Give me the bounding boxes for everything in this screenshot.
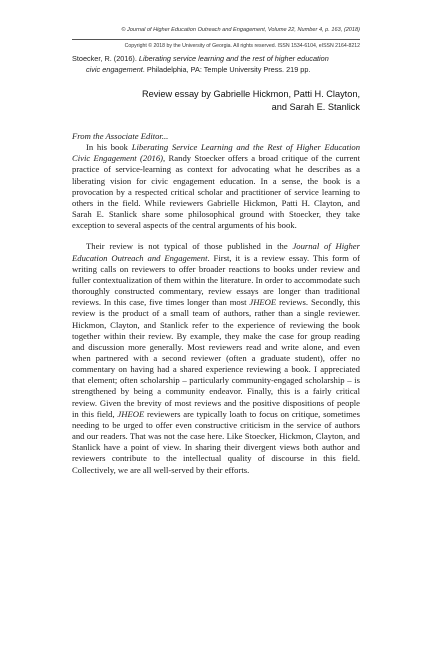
p2-jheoe-2: JHEOE	[117, 408, 145, 419]
p1-text-b: , Randy Stoecker offers a broad critique of the current practice of service-learning as context for advocating what he describes as a liberating vision for civic engagement education. In a sense, the book is a provocation by a respected critical scholar and practitioner of service learning to others in the field. While reviewers Gabrielle Hickmon, Patti H. Clayton, and Sarah E. Stanlick share some philosophical ground with Stoecker, they take exception to several aspects of the central arguments of his book.	[72, 153, 360, 231]
book-citation	[72, 54, 362, 75]
citation-book-title: Liberating service learning and the rest of higher education	[138, 54, 329, 63]
p2-text-d: reviewers are typically loath to focus on critique, sometimes needing to be urged to offer even constructive criticism in the service of authors and our readers. That was not the case here. Like Stoecker, Hickmon, Clayton, and Stanlick have a point of view. In sharing their divergent views both author and reviewers contribute to the intellectual quality of discourse in this field. Collectively, we are all well-served by their efforts.	[72, 408, 360, 475]
citation-book-title-end: civic engagement	[86, 64, 143, 74]
p2-text-c: reviews. Secondly, this review is the product of a small team of authors, rather than a single reviewer. Hickmon, Clayton, and Stanlick refer to the experience of reviewing the book together within their review. By example, they make the case for group reading and discussion more generally. Most reviewers read and write alone, and even when partnered with a second reviewer (often a graduate student), offer no commentary on having had a shared experience reviewing a book. I appreciated that element; often scholarship – particularly community-engaged scholarship – is strengthened by being a community endeavor. Finally, this is a fairly critical review. Given the brevity of most reviews and the positive dispositions of people in this field,	[72, 297, 360, 419]
p2-text-a: Their review is not typical of those published in the	[86, 241, 293, 252]
copyright-line: Copyright © 2018 by the University of Georgia. All rights reserved. ISSN 1534-6104, eISSN 2164-8212	[124, 43, 360, 49]
citation-publisher: . Philadelphia, PA: Temple University Press. 219 pp.	[142, 64, 311, 74]
paragraph-1	[72, 142, 360, 231]
p2-jheoe-1: JHEOE	[249, 297, 277, 308]
citation-second-line	[72, 65, 362, 76]
paragraph-2	[72, 241, 360, 475]
p2-text-b: . First, it is a review essay. This form of writing calls on reviewers to offer broader reactions to books under review and fuller contextualization of them within the literature. In order to accommodate such thoroughly constructed commentary, review essays are longer than traditional reviews. In this case, five times longer than most	[72, 252, 360, 308]
p2-journal-name: Journal of Higher Education Outreach and Engagement	[72, 241, 360, 263]
article-body	[72, 131, 360, 476]
p1-text-a: In his book	[86, 142, 132, 153]
p1-book-title: Liberating Service Learning and the Rest of Higher Education Civic Engagement (2016)	[72, 142, 361, 164]
essay-title	[90, 88, 360, 113]
essay-title-line-2: and Sarah E. Stanlick	[271, 101, 360, 112]
journal-info-line: © Journal of Higher Education Outreach and Engagement, Volume 22, Number 4, p. 163, (2018)	[121, 27, 360, 33]
header-rule	[72, 39, 360, 40]
citation-author: Stoecker, R. (2016).	[72, 54, 139, 63]
essay-title-line-1: Review essay by Gabrielle Hickmon, Patti H. Clayton,	[141, 89, 360, 99]
editor-note-heading: From the Associate Editor...	[72, 131, 169, 141]
